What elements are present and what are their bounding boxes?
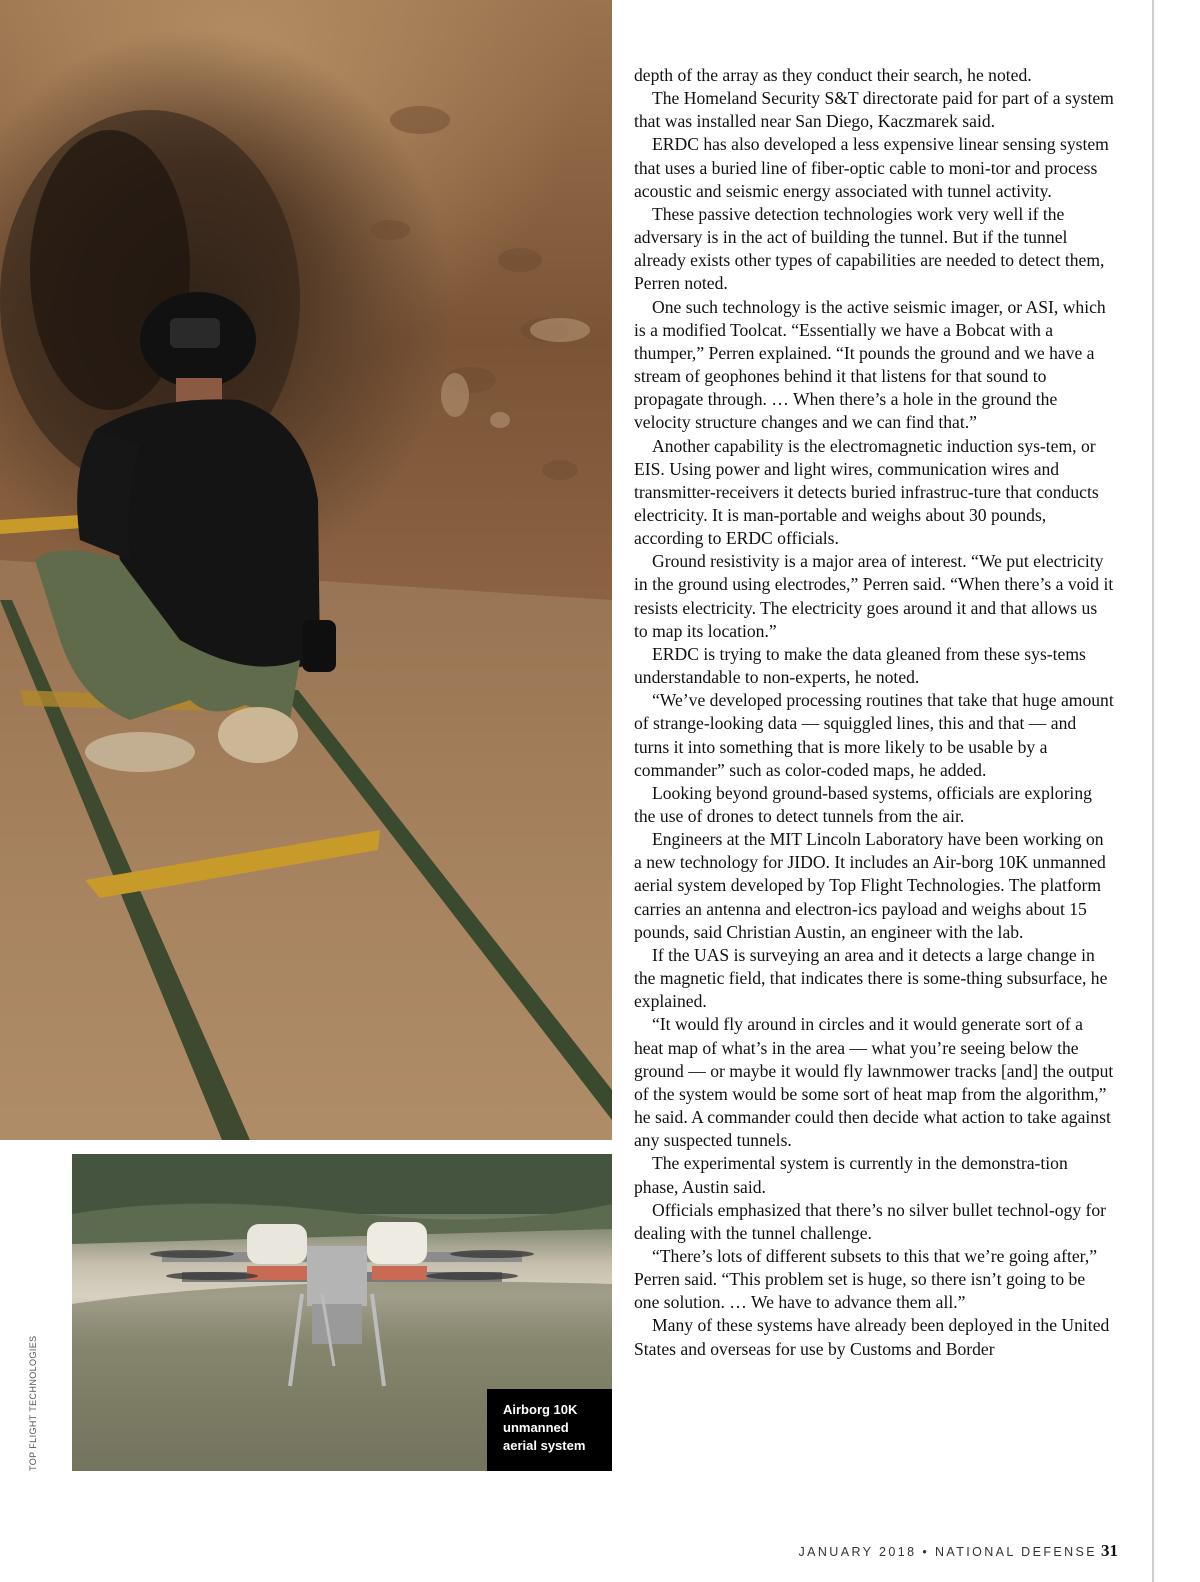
caption-line-2: unmanned: [503, 1420, 569, 1435]
caption-line-1: Airborg 10K: [503, 1402, 578, 1417]
photo-credit: [28, 1335, 42, 1471]
article-body: [634, 64, 1114, 1361]
paragraph: “There’s lots of different subsets to this that we’re going after,” Perren said. “This problem set is huge, so there isn’t going to be one solution. … We have to advance them all.”: [634, 1245, 1098, 1313]
paragraph: Ground resistivity is a major area of interest. “We put electricity in the ground using electrodes,” Perren said. “When there’s a void it resists electricity. The electricity goes around it and that allows us to map its location.”: [634, 551, 1114, 641]
paragraph: Officials emphasized that there’s no silver bullet technol-ogy for dealing with the tunnel challenge.: [634, 1199, 1107, 1243]
paragraph: depth of the array as they conduct their search, he noted.: [634, 65, 1032, 85]
paragraph: The Homeland Security S&T directorate paid for part of a system that was installed near San Diego, Kaczmarek said.: [634, 88, 1114, 132]
paragraph: Looking beyond ground-based systems, officials are exploring the use of drones to detect tunnels from the air.: [634, 782, 1092, 826]
paragraph: ERDC has also developed a less expensive linear sensing system that uses a buried line of fiber-optic cable to moni-tor and process acoustic and seismic energy associated with tunnel activity.: [634, 134, 1109, 201]
page-edge-rule: [1152, 0, 1154, 1582]
paragraph: These passive detection technologies work very well if the adversary is in the act of building the tunnel. But if the tunnel already exists other types of capabilities are needed to detect them, Perren noted.: [634, 203, 1105, 294]
paragraph: “We’ve developed processing routines that take that huge amount of strange-looking data — squiggled lines, this and that — and turns it into something that is more likely to be usable by a commander” such as color-coded maps, he added.: [634, 690, 1114, 780]
paragraph: If the UAS is surveying an area and it detects a large change in the magnetic field, that indicates there is some-thing subsurface, he explained.: [634, 944, 1108, 1012]
photo-credit-text: TOP FLIGHT TECHNOLOGIES: [28, 1335, 38, 1471]
photo-caption: [503, 1401, 608, 1455]
paragraph: One such technology is the active seismic imager, or ASI, which is a modified Toolcat. “Essentially we have a Bobcat with a thumper,” Perren explained. “It pounds the ground and we have a stream of geophones behind it that listens for that sound to propagate through. … When there’s a hole in the ground the velocity structure changes and we can find that.”: [634, 296, 1106, 433]
page-number: 31: [1101, 1541, 1118, 1560]
folio-text: JANUARY 2018 • NATIONAL DEFENSE: [798, 1545, 1097, 1559]
paragraph: Many of these systems have already been deployed in the United States and overseas for use by Customs and Border: [634, 1315, 1110, 1359]
photo-caption-box: [487, 1389, 612, 1471]
paragraph: ERDC is trying to make the data gleaned from these sys-tems understandable to non-experts, he noted.: [634, 643, 1086, 688]
paragraph: The experimental system is currently in the demonstra-tion phase, Austin said.: [634, 1153, 1068, 1197]
paragraph: Another capability is the electromagnetic induction sys-tem, or EIS. Using power and light wires, communication wires and transmitter-receivers it detects buried infrastruc-ture that conducts electricity. It is man-portable and weighs about 30 pounds, according to ERDC officials.: [634, 435, 1099, 549]
page-footer: [798, 1541, 1118, 1561]
caption-line-3: aerial system: [503, 1438, 586, 1453]
tunnel-scene: [0, 0, 612, 1140]
paragraph: “It would fly around in circles and it would generate sort of a heat map of what’s in the area — what you’re seeing below the ground — or maybe it would fly lawnmower tracks [and] the output of the system would be some sort of heat map from the algorithm,” he said. A commander could then decide what action to take against any suspected tunnels.: [634, 1014, 1114, 1151]
paragraph: Engineers at the MIT Lincoln Laboratory have been working on a new technology for JIDO. It includes an Air-borg 10K unmanned aerial system developed by Top Flight Technologies. The platform carries an antenna and electron-ics payload and weighs about 15 pounds, said Christian Austin, an engineer with the lab.: [634, 829, 1106, 942]
tunnel-photo: [0, 0, 612, 1140]
